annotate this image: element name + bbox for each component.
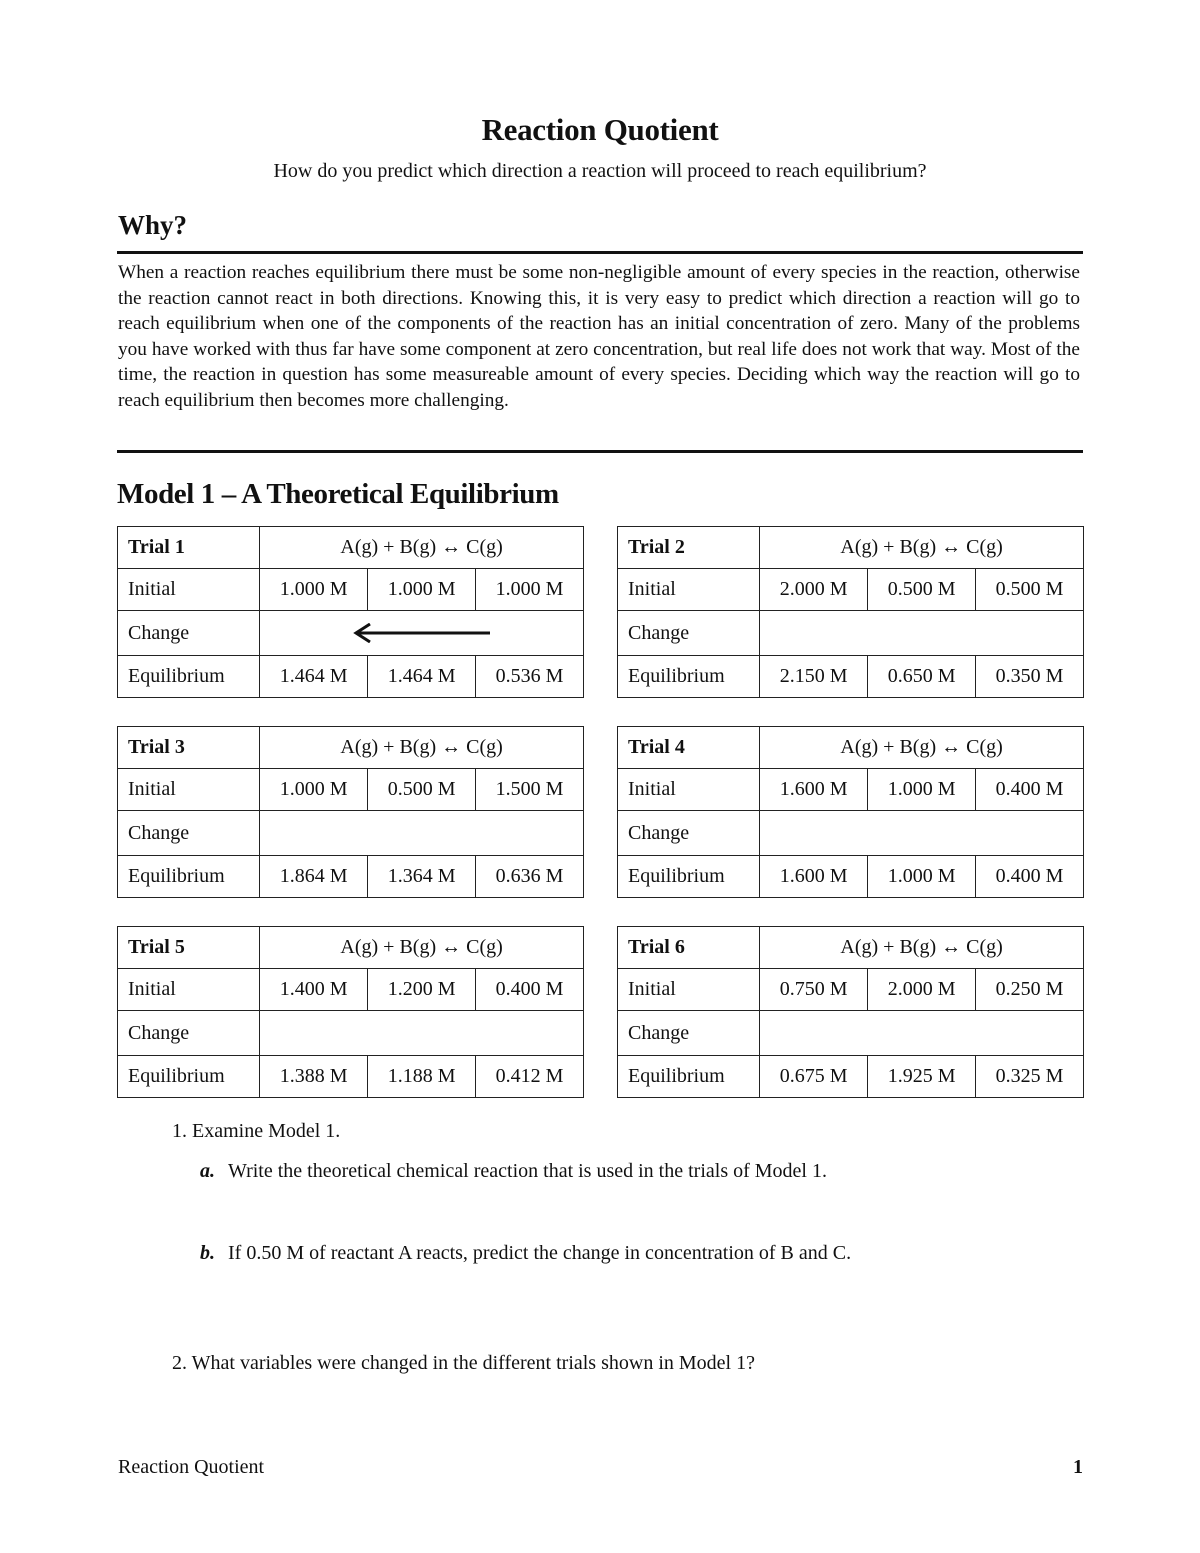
row-label-change: Change [118, 811, 260, 856]
row-label-equilibrium: Equilibrium [118, 1056, 260, 1098]
why-paragraph: When a reaction reaches equilibrium there must be some non-negligible amount of every species in the reaction, otherwise the reaction cannot react in both directions. Knowing this, it is very easy to predict which direction a reaction will go to reach equilibrium when one of the components of the reaction has an initial concentration of zero. Many of the problems you have worked with thus far have some component at zero concentration, but real life does not work that way. Most of the time, the reaction in question has some measureable amount of every species. Deciding which way the reaction will go to reach equilibrium then becomes more challenging. [118, 262, 1080, 411]
equilibrium-concentration: 0.400 M [976, 856, 1084, 898]
trial-table [617, 926, 1084, 1098]
change-cell [260, 611, 584, 656]
equilibrium-concentration: 1.188 M [368, 1056, 476, 1098]
trial-table [117, 526, 584, 698]
trial-name: Trial 2 [618, 527, 760, 569]
table-row [618, 856, 1084, 898]
row-label-change: Change [618, 1011, 760, 1056]
table-row [118, 656, 584, 698]
initial-concentration: 1.200 M [368, 969, 476, 1011]
question-text: If 0.50 M of reactant A reacts, predict the change in concentration of B and C. [228, 1242, 852, 1264]
row-label-equilibrium: Equilibrium [618, 1056, 760, 1098]
table-row [618, 569, 1084, 611]
initial-concentration: 1.000 M [868, 769, 976, 811]
change-cell [760, 811, 1084, 856]
trial-table [617, 526, 1084, 698]
change-cell [760, 611, 1084, 656]
equilibrium-concentration: 0.650 M [868, 656, 976, 698]
initial-concentration: 0.400 M [976, 769, 1084, 811]
equilibrium-concentration: 1.925 M [868, 1056, 976, 1098]
table-row [118, 1056, 584, 1098]
initial-concentration: 1.600 M [760, 769, 868, 811]
equilibrium-concentration: 1.388 M [260, 1056, 368, 1098]
question-number: 1. [172, 1120, 187, 1142]
initial-concentration: 1.000 M [368, 569, 476, 611]
initial-concentration: 0.500 M [368, 769, 476, 811]
row-label-change: Change [618, 811, 760, 856]
initial-concentration: 1.000 M [260, 769, 368, 811]
table-row [118, 969, 584, 1011]
model-heading: Model 1 – A Theoretical Equilibrium [117, 478, 559, 510]
page-title: Reaction Quotient [481, 112, 719, 147]
trial-table [117, 926, 584, 1098]
table-row [618, 969, 1084, 1011]
question-1b [200, 1242, 851, 1265]
row-label-initial: Initial [118, 769, 260, 811]
reaction-equation: A(g) + B(g) ↔ C(g) [760, 527, 1084, 569]
equilibrium-concentration: 0.350 M [976, 656, 1084, 698]
table-row [118, 527, 584, 569]
table-row [618, 769, 1084, 811]
equilibrium-concentration: 0.412 M [476, 1056, 584, 1098]
table-row [118, 1011, 584, 1056]
question-1 [172, 1120, 340, 1143]
equilibrium-concentration: 1.364 M [368, 856, 476, 898]
table-row [118, 611, 584, 656]
table-row [618, 656, 1084, 698]
equilibrium-concentration: 1.464 M [368, 656, 476, 698]
question-letter: a. [200, 1160, 215, 1182]
initial-concentration: 1.400 M [260, 969, 368, 1011]
page-subtitle: How do you predict which direction a reaction will proceed to reach equilibrium? [273, 160, 927, 182]
row-label-initial: Initial [118, 969, 260, 1011]
trial-table [117, 726, 584, 898]
table-row [618, 1056, 1084, 1098]
equilibrium-concentration: 1.600 M [760, 856, 868, 898]
initial-concentration: 2.000 M [760, 569, 868, 611]
initial-concentration: 0.250 M [976, 969, 1084, 1011]
reaction-equation: A(g) + B(g) ↔ C(g) [260, 927, 584, 969]
initial-concentration: 0.750 M [760, 969, 868, 1011]
table-row [618, 1011, 1084, 1056]
reaction-equation: A(g) + B(g) ↔ C(g) [760, 727, 1084, 769]
question-letter: b. [200, 1242, 215, 1264]
divider-top [117, 251, 1083, 254]
trial-name: Trial 3 [118, 727, 260, 769]
table-row [118, 811, 584, 856]
change-cell [260, 811, 584, 856]
table-row [118, 727, 584, 769]
trial-name: Trial 5 [118, 927, 260, 969]
row-label-initial: Initial [618, 569, 760, 611]
initial-concentration: 0.500 M [976, 569, 1084, 611]
row-label-initial: Initial [618, 769, 760, 811]
question-text: Examine Model 1. [192, 1120, 341, 1142]
reaction-equation: A(g) + B(g) ↔ C(g) [760, 927, 1084, 969]
row-label-equilibrium: Equilibrium [118, 856, 260, 898]
initial-concentration: 1.000 M [476, 569, 584, 611]
equilibrium-concentration: 0.675 M [760, 1056, 868, 1098]
trial-name: Trial 4 [618, 727, 760, 769]
table-row [618, 727, 1084, 769]
table-row [618, 811, 1084, 856]
question-1a [200, 1160, 827, 1183]
reaction-equation: A(g) + B(g) ↔ C(g) [260, 527, 584, 569]
initial-concentration: 1.000 M [260, 569, 368, 611]
table-row [118, 569, 584, 611]
row-label-equilibrium: Equilibrium [618, 856, 760, 898]
change-cell [760, 1011, 1084, 1056]
trial-name: Trial 6 [618, 927, 760, 969]
footer-title: Reaction Quotient [118, 1456, 265, 1478]
question-number: 2. [172, 1352, 187, 1374]
divider-bottom [117, 450, 1083, 453]
page-number: 1 [1073, 1456, 1083, 1478]
trial-name: Trial 1 [118, 527, 260, 569]
equilibrium-concentration: 0.325 M [976, 1056, 1084, 1098]
initial-concentration: 0.400 M [476, 969, 584, 1011]
row-label-change: Change [618, 611, 760, 656]
table-row [118, 769, 584, 811]
table-row [118, 927, 584, 969]
equilibrium-concentration: 1.464 M [260, 656, 368, 698]
equilibrium-concentration: 1.000 M [868, 856, 976, 898]
question-text: Write the theoretical chemical reaction that is used in the trials of Model 1. [228, 1160, 827, 1182]
table-row [618, 927, 1084, 969]
change-cell [260, 1011, 584, 1056]
initial-concentration: 2.000 M [868, 969, 976, 1011]
equilibrium-concentration: 0.536 M [476, 656, 584, 698]
equilibrium-concentration: 0.636 M [476, 856, 584, 898]
row-label-change: Change [118, 611, 260, 656]
equilibrium-concentration: 2.150 M [760, 656, 868, 698]
row-label-equilibrium: Equilibrium [118, 656, 260, 698]
table-row [118, 856, 584, 898]
reaction-equation: A(g) + B(g) ↔ C(g) [260, 727, 584, 769]
trial-table [617, 726, 1084, 898]
row-label-initial: Initial [618, 969, 760, 1011]
left-arrow-icon [352, 623, 492, 643]
initial-concentration: 1.500 M [476, 769, 584, 811]
question-2 [172, 1352, 755, 1375]
initial-concentration: 0.500 M [868, 569, 976, 611]
table-row [618, 527, 1084, 569]
equilibrium-concentration: 1.864 M [260, 856, 368, 898]
row-label-initial: Initial [118, 569, 260, 611]
table-row [618, 611, 1084, 656]
why-heading: Why? [118, 210, 188, 240]
row-label-equilibrium: Equilibrium [618, 656, 760, 698]
question-text: What variables were changed in the different trials shown in Model 1? [191, 1352, 755, 1374]
row-label-change: Change [118, 1011, 260, 1056]
